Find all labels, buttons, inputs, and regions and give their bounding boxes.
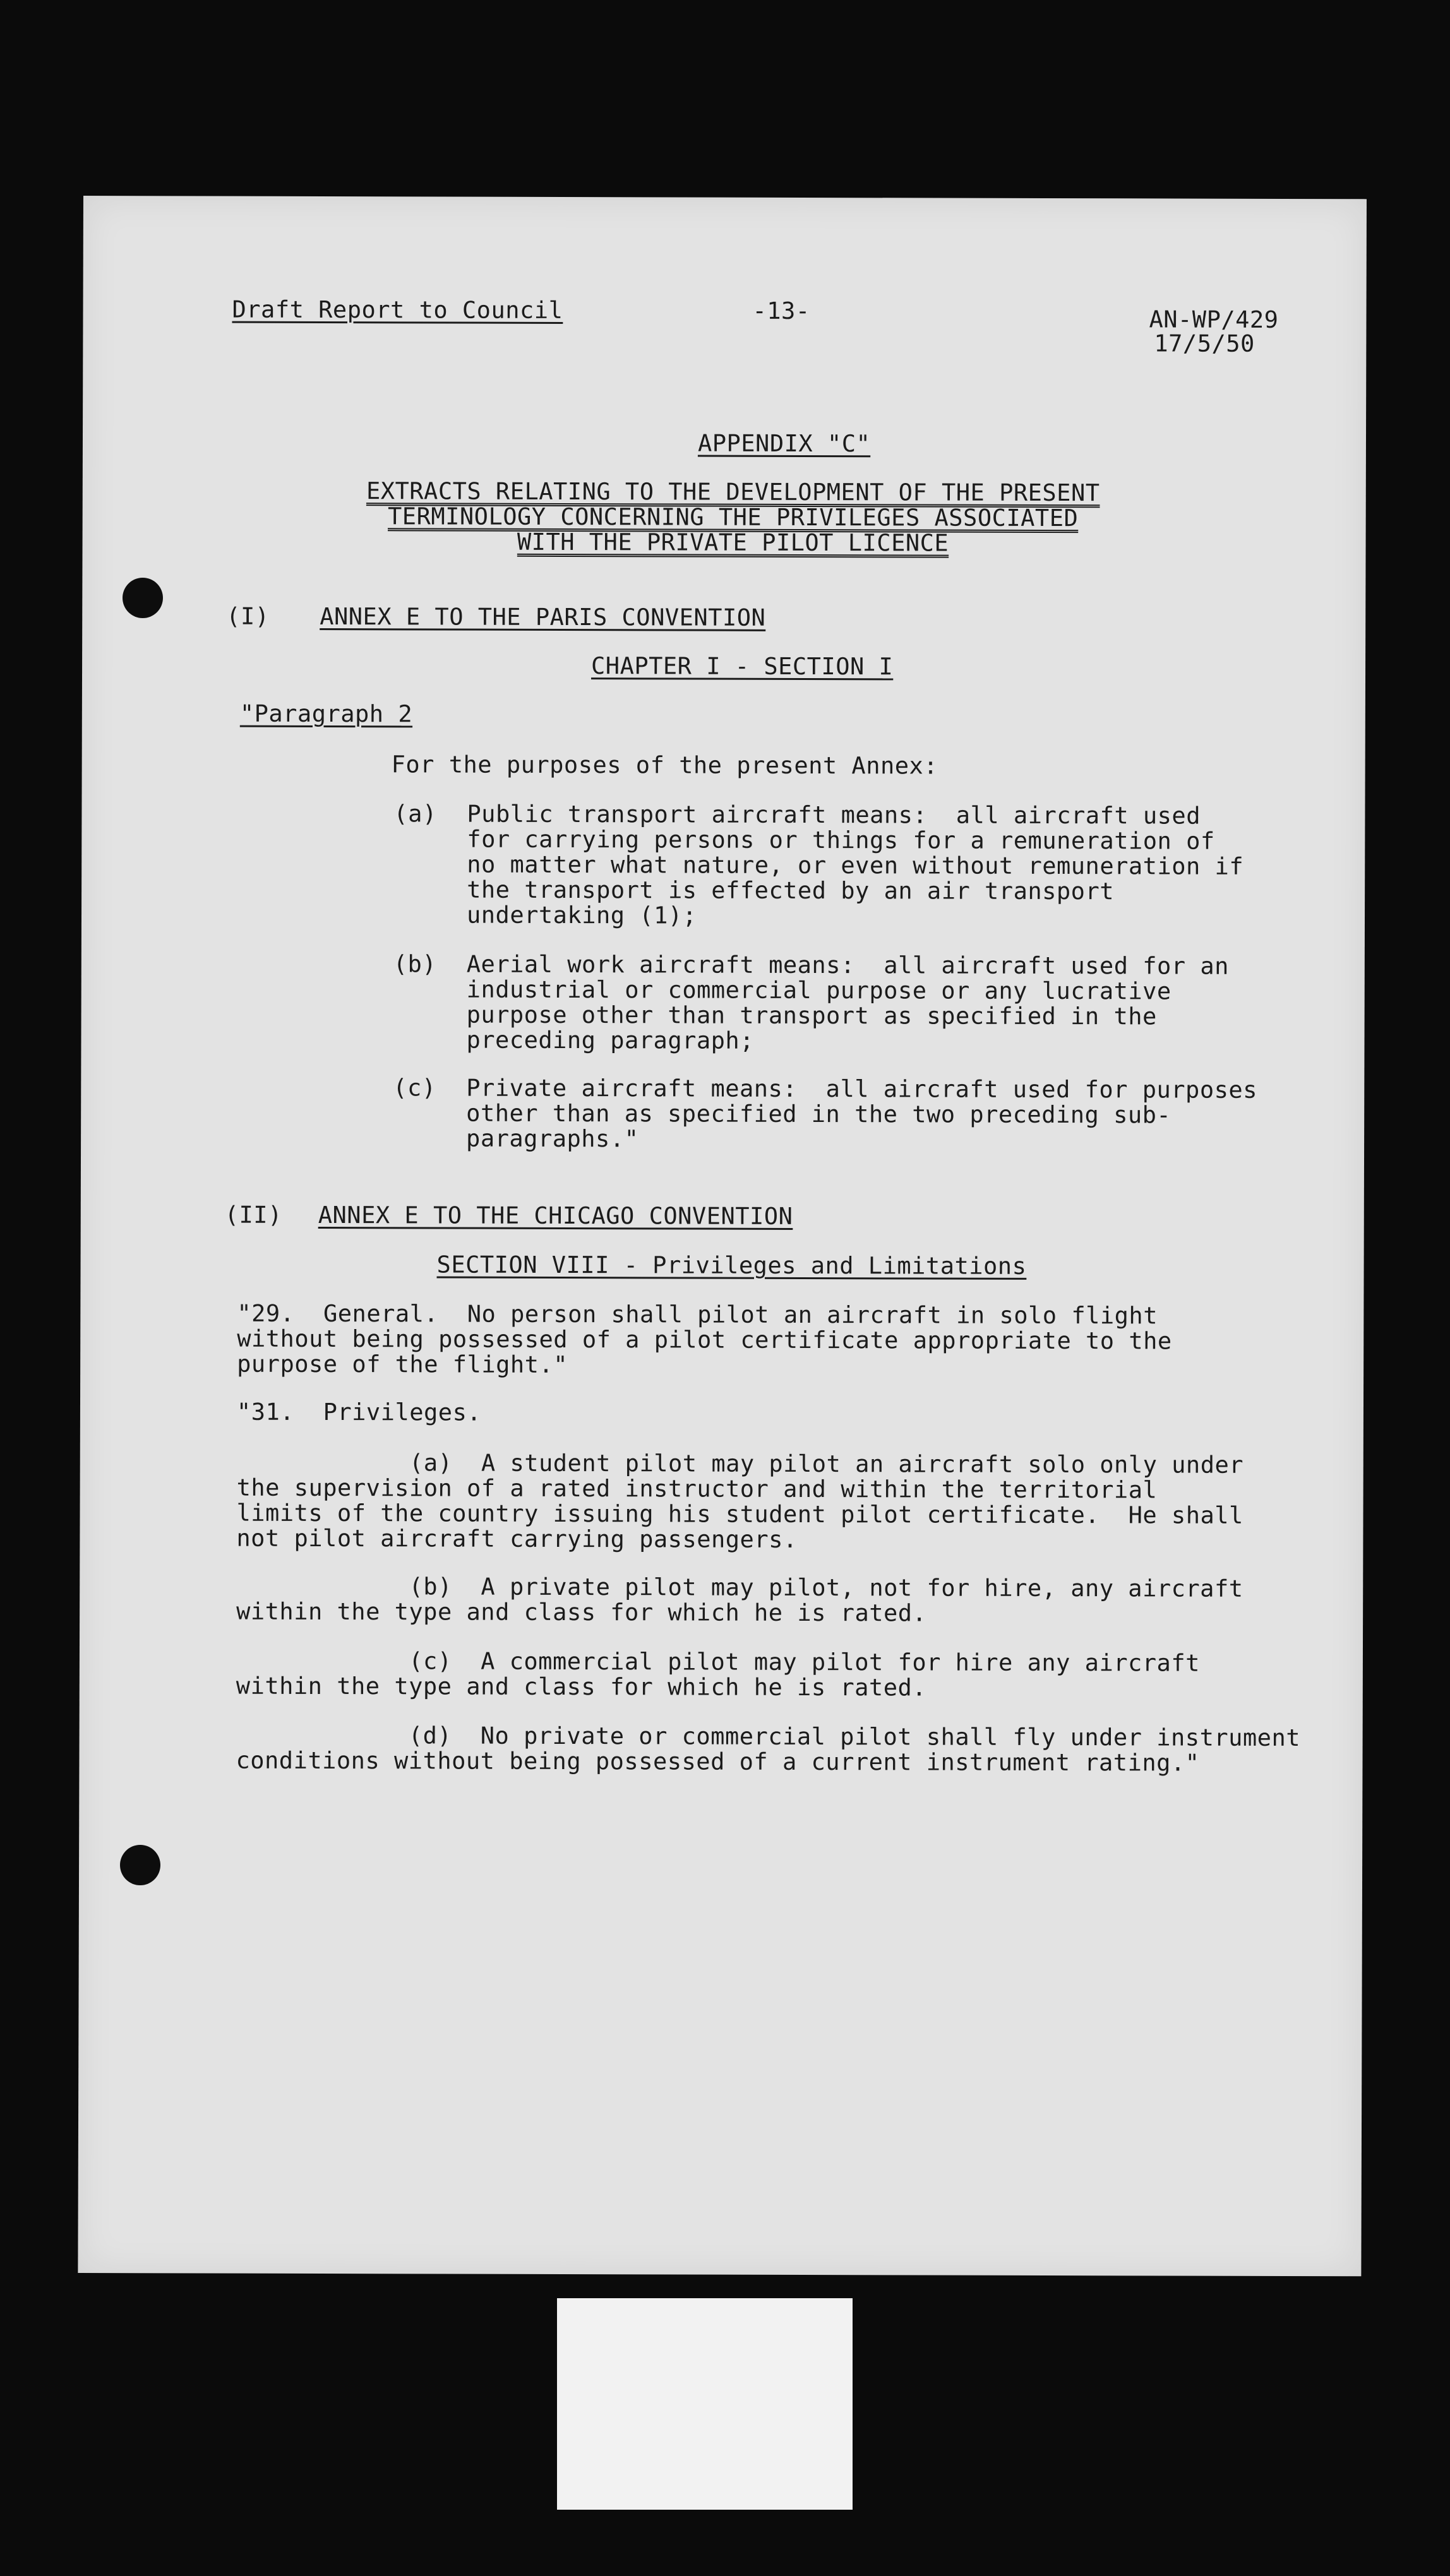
part1-heading: ANNEX E TO THE PARIS CONVENTION <box>320 602 766 631</box>
document-date: 17/5/50 <box>1154 330 1255 357</box>
para29-line-2: without being possessed of a pilot certificate appropriate to the <box>237 1325 1172 1355</box>
appendix-subtitle-line-2: TERMINOLOGY CONCERNING THE PRIVILEGES ASSOCIATED <box>387 503 1079 532</box>
appendix-subtitle-line-3: WITH THE PRIVATE PILOT LICENCE <box>517 528 949 557</box>
subpara-d-line-1: (d) No private or commercial pilot shall fly under instrument <box>236 1721 1301 1752</box>
part1-intro: For the purposes of the present Annex: <box>391 751 938 780</box>
header-title: Draft Report to Council <box>232 295 563 324</box>
item-c-line-3: paragraphs." <box>466 1124 639 1153</box>
part1-paragraph-label: "Paragraph 2 <box>239 700 413 728</box>
subpara-c-line-2: within the type and class for which he is rated. <box>236 1672 927 1702</box>
part2-number: (II) <box>224 1201 282 1229</box>
item-a-line-3: no matter what nature, or even without remuneration if <box>467 850 1244 880</box>
blank-film-label <box>557 2298 853 2510</box>
item-a-line-4: the transport is effected by an air transport <box>467 876 1115 905</box>
item-c-line-2: other than as specified in the two preceding sub- <box>466 1099 1171 1129</box>
subpara-a-line-4: not pilot aircraft carrying passengers. <box>236 1524 798 1553</box>
item-a-line-1: Public transport aircraft means: all aircraft used <box>467 800 1201 830</box>
punch-hole-top <box>123 578 163 618</box>
document-page <box>78 196 1367 2276</box>
document-reference: AN-WP/429 <box>1149 306 1279 333</box>
part1-chapter: CHAPTER I - SECTION I <box>590 652 894 681</box>
item-b-line-4: preceding paragraph; <box>466 1026 755 1054</box>
subpara-b-line-2: within the type and class for which he is rated. <box>236 1597 927 1627</box>
item-b-label: (b) <box>393 950 437 978</box>
subpara-a-line-2: the supervision of a rated instructor and within the territorial <box>236 1474 1158 1504</box>
punch-hole-bottom <box>120 1845 160 1885</box>
subpara-a-line-3: limits of the country issuing his student pilot certificate. He shall <box>236 1499 1243 1529</box>
page-number: -13- <box>752 297 810 325</box>
part1-number: (I) <box>226 602 270 630</box>
subpara-a-line-1: (a) A student pilot may pilot an aircraft solo only under <box>236 1448 1244 1479</box>
para31-heading: "31. Privileges. <box>236 1398 482 1426</box>
subpara-b-line-1: (b) A private pilot may pilot, not for hire, any aircraft <box>236 1572 1243 1602</box>
item-b-line-2: industrial or commercial purpose or any lucrative <box>466 975 1171 1005</box>
item-b-line-3: purpose other than transport as specified in the <box>466 1001 1157 1030</box>
item-c-label: (c) <box>393 1074 436 1102</box>
para29-line-3: purpose of the flight." <box>237 1350 568 1379</box>
item-a-label: (a) <box>393 800 437 828</box>
para29-line-1: "29. General. No person shall pilot an aircraft in solo flight <box>237 1299 1158 1330</box>
appendix-subtitle-line-1: EXTRACTS RELATING TO THE DEVELOPMENT OF THE PRESENT <box>366 477 1100 507</box>
item-a-line-5: undertaking (1); <box>466 901 697 929</box>
subpara-c-line-1: (c) A commercial pilot may pilot for hire any aircraft <box>236 1647 1200 1677</box>
part2-section: SECTION VIII - Privileges and Limitations <box>436 1251 1027 1280</box>
item-a-line-2: for carrying persons or things for a remuneration of <box>467 825 1215 855</box>
subpara-d-line-2: conditions without being possessed of a current instrument rating." <box>236 1746 1200 1777</box>
item-b-line-1: Aerial work aircraft means: all aircraft used for an <box>466 950 1229 980</box>
part2-heading: ANNEX E TO THE CHICAGO CONVENTION <box>318 1201 793 1230</box>
appendix-title: APPENDIX "C" <box>697 429 871 458</box>
item-c-line-1: Private aircraft means: all aircraft used for purposes <box>466 1074 1258 1104</box>
